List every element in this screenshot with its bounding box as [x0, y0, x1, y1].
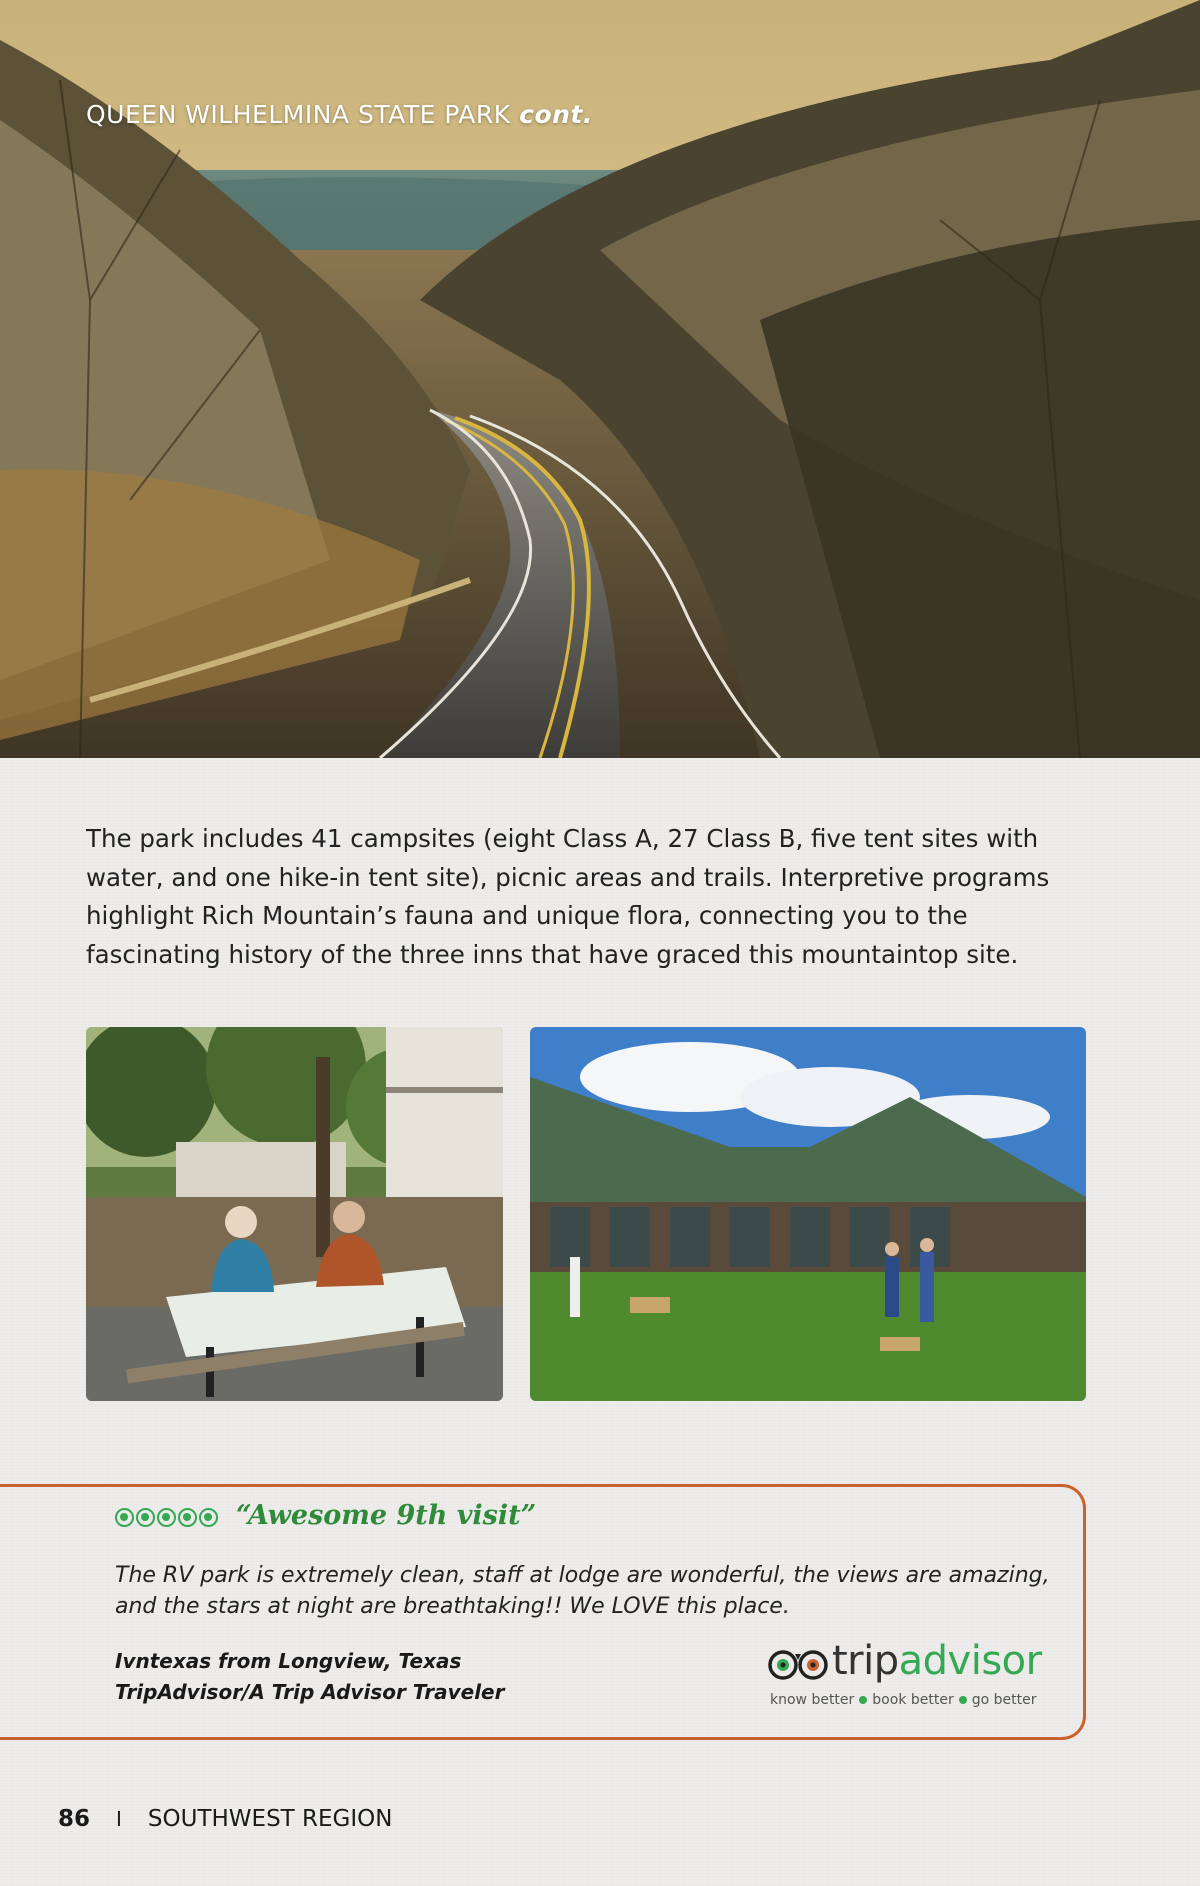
- rating-bubble-icon: [199, 1508, 218, 1527]
- header-park-name: QUEEN WILHELMINA STATE PARK: [86, 100, 511, 129]
- tagline-book: book better: [872, 1692, 954, 1708]
- tagline-go: go better: [971, 1692, 1037, 1708]
- tripadvisor-wordmark: [832, 1638, 1042, 1684]
- header-cont: cont.: [519, 100, 593, 129]
- owl-eyes-icon: [768, 1648, 828, 1682]
- page-footer: [58, 1806, 392, 1832]
- footer-separator: I: [116, 1807, 122, 1831]
- reviewer-source: TripAdvisor/A Trip Advisor Traveler: [115, 1680, 505, 1704]
- tagline-dot-icon: [859, 1696, 867, 1704]
- wordmark-trip: trip: [832, 1638, 899, 1684]
- body-paragraph: The park includes 41 campsites (eight Class A, 27 Class B, five tent sites with water, and one hike-in tent site), picnic areas and trails. Interpretive programs highlight Rich Mountain’s fauna and unique flora, connecting you to the fascinating history of the three inns that have graced this mountaintop site.: [86, 824, 1050, 969]
- page-header-title: [86, 100, 593, 129]
- page-number: 86: [58, 1806, 91, 1832]
- tripadvisor-logo: [768, 1638, 1068, 1714]
- tagline-know: know better: [770, 1692, 855, 1708]
- review-title: “Awesome 9th visit”: [236, 1500, 537, 1531]
- tagline-dot-icon: [959, 1696, 967, 1704]
- rating-bubble-icon: [115, 1508, 134, 1527]
- photo-campsite-picnic: [86, 1027, 503, 1401]
- reviewer-info: [115, 1646, 504, 1708]
- rating-bubble-icon: [157, 1508, 176, 1527]
- rating-bubble-icon: [136, 1508, 155, 1527]
- photo-lodge-lawn: [530, 1027, 1086, 1401]
- review-text: The RV park is extremely clean, staff at lodge are wonderful, the views are amazing, and the stars at night are breathtaking!! We LOVE this place.: [115, 1563, 1050, 1619]
- tripadvisor-tagline: [770, 1692, 1036, 1708]
- reviewer-name: Ivntexas from Longview, Texas: [115, 1649, 462, 1673]
- footer-region: SOUTHWEST REGION: [147, 1806, 393, 1832]
- wordmark-advisor: advisor: [898, 1638, 1042, 1684]
- rating-bubbles: [115, 1508, 218, 1527]
- rating-bubble-icon: [178, 1508, 197, 1527]
